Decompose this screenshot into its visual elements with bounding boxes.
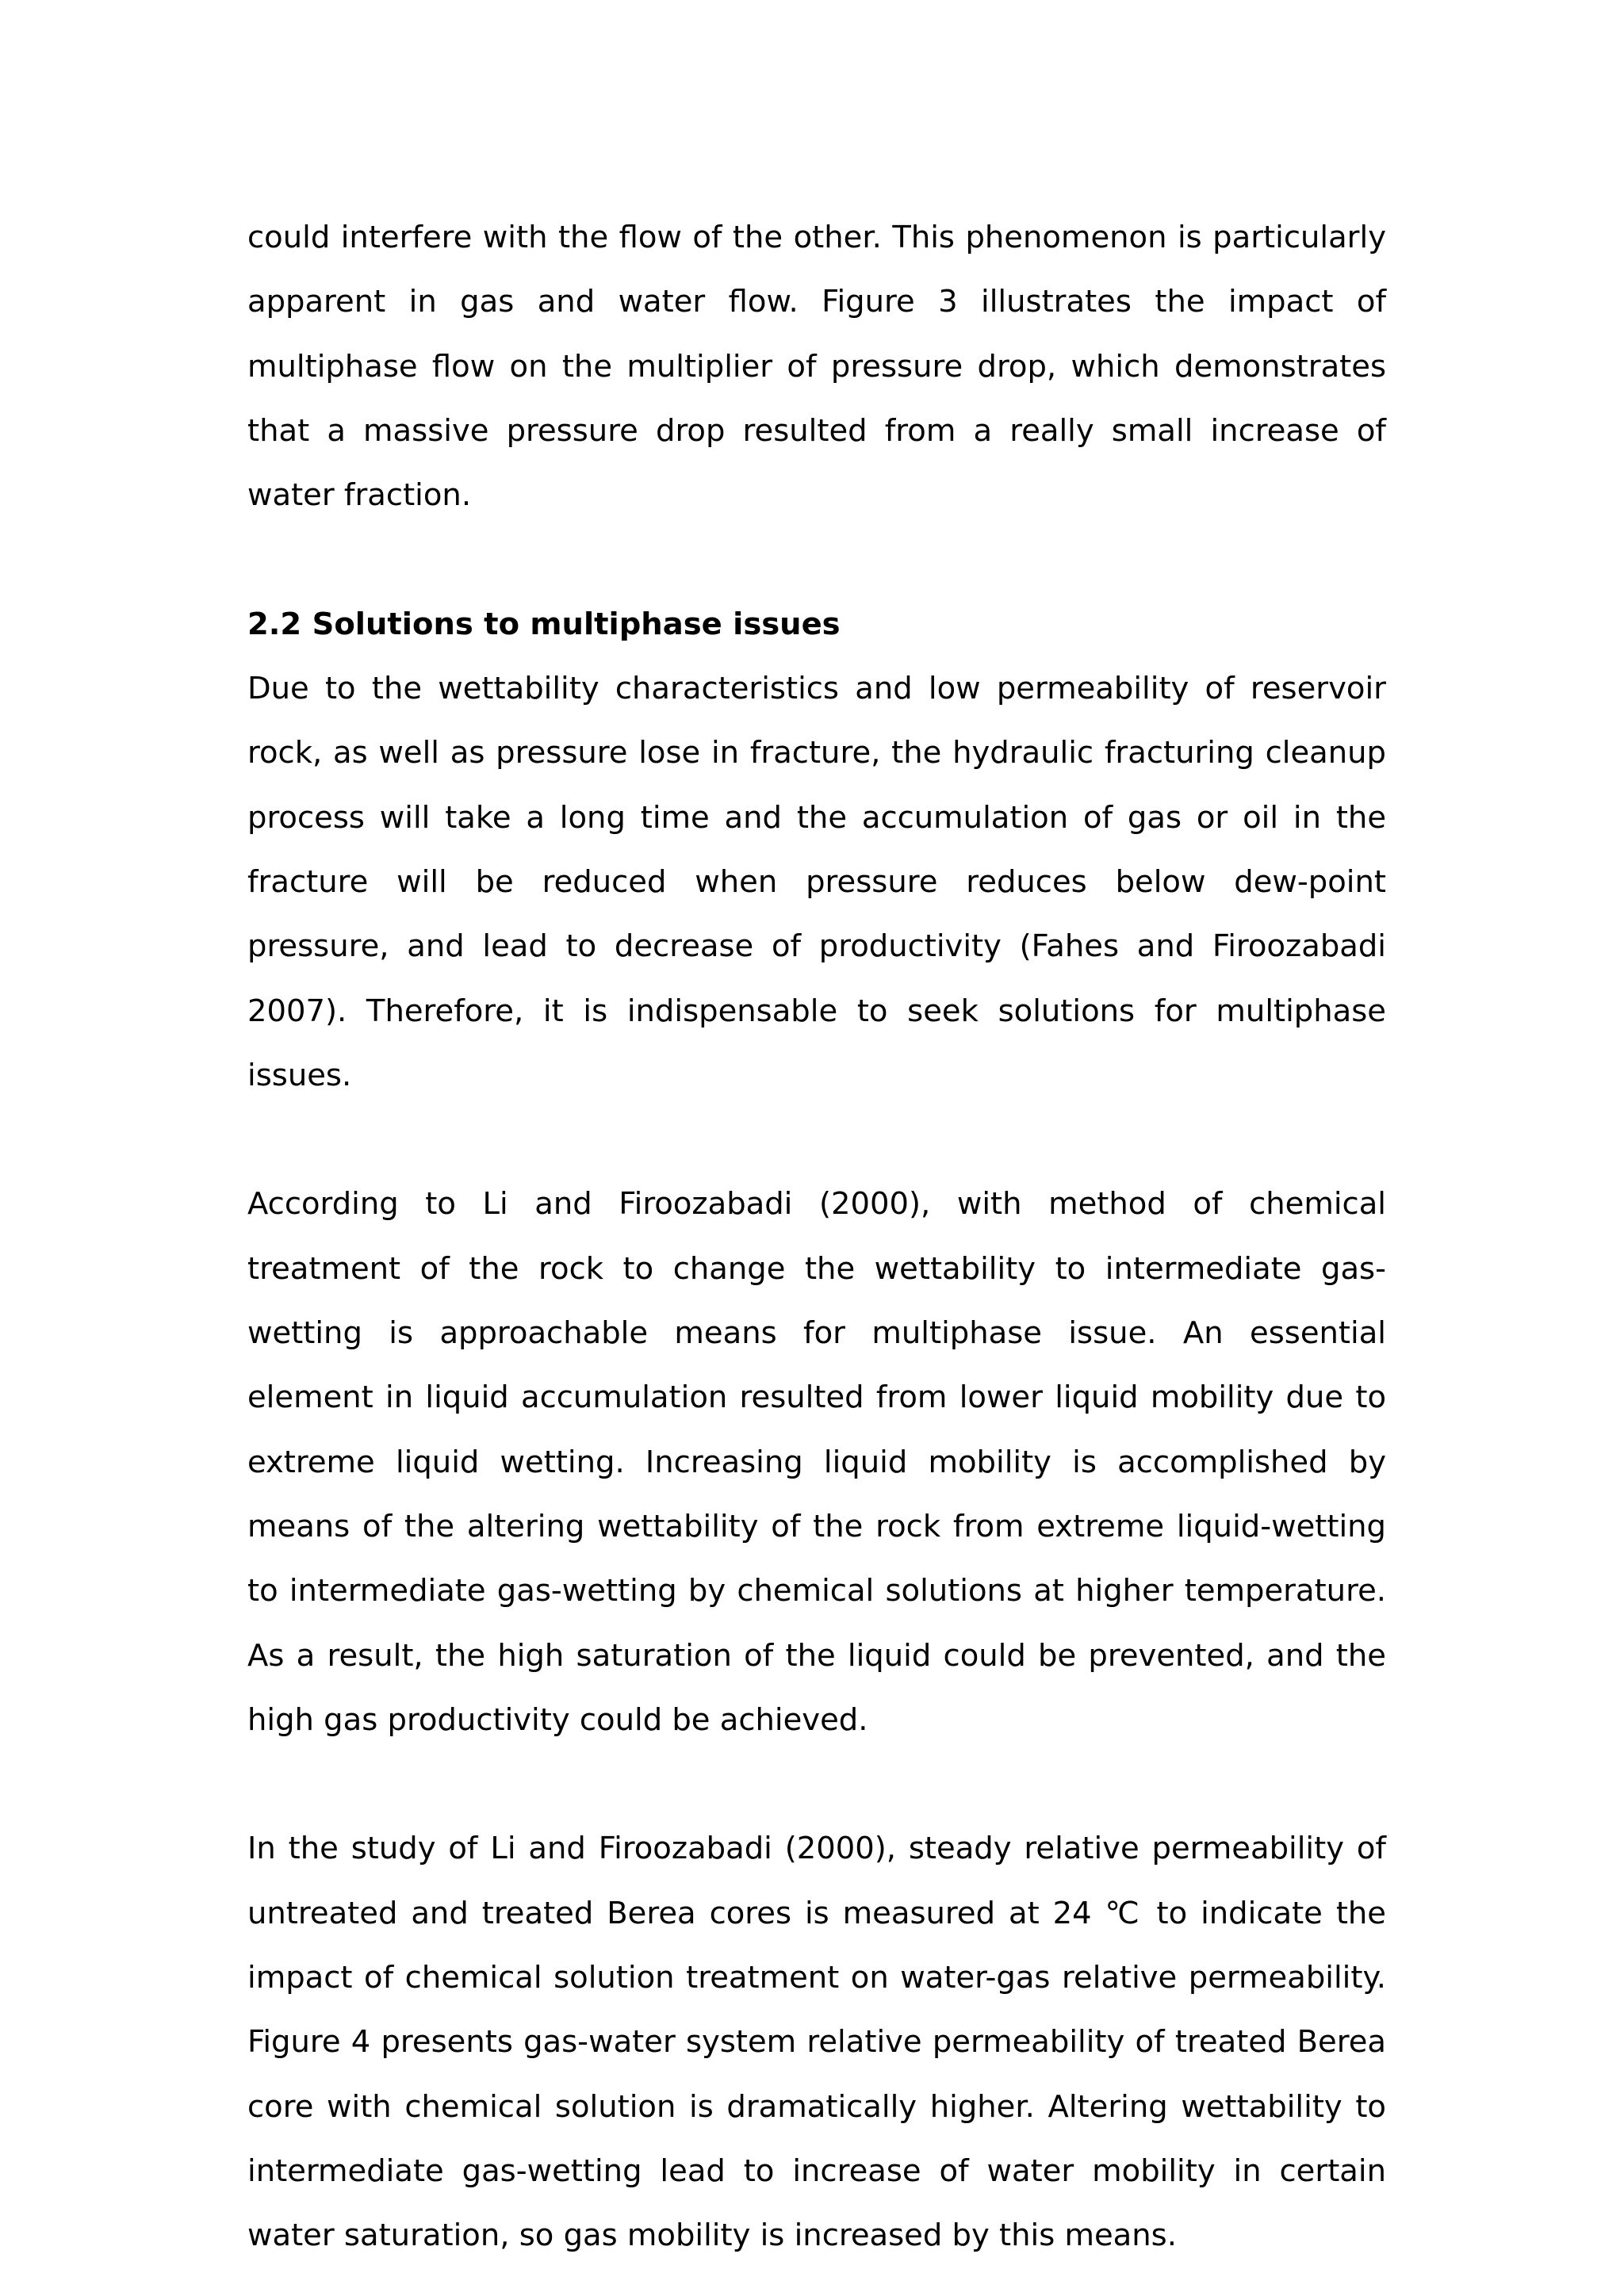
paragraph-gap	[247, 1752, 1386, 1816]
section-heading: 2.2 Solutions to multiphase issues	[247, 606, 841, 642]
document-page	[247, 205, 1386, 2268]
paragraph-continuation: could interfere with the flow of the other. This phenomenon is particularly apparent in gas and water flow. Figure 3 illustrates the impact of multiphase flow on the multiplier of pressure drop, which demonstrates that a massive pressure drop resulted from a really small increase of water fraction.	[247, 220, 1386, 514]
paragraph-wettability: Due to the wettability characteristics and low permeability of reservoir rock, as well as pressure lose in fracture, the hydraulic fracturing cleanup process will take a long time and the accumulation of gas or oil in the fracture will be reduced when pressure reduces below dew-point pressure, and lead to decrease of productivity (Fahes and Firoozabadi 2007). Therefore, it is indispensable to seek solutions for multiphase issues.	[247, 671, 1386, 1093]
paragraph-berea-study: In the study of Li and Firoozabadi (2000), steady relative permeability of untreated and treated Berea cores is measured at 24 ℃ to indicate the impact of chemical solution treatment on water-gas relative permeability. Figure 4 presents gas-water system relative permeability of treated Berea core with chemical solution is dramatically higher. Altering wettability to intermediate gas-wetting lead to increase of water mobility in certain water saturation, so gas mobility is increased by this means.	[247, 1831, 1386, 2254]
paragraph-gap	[247, 1108, 1386, 1172]
paragraph-gap	[247, 527, 1386, 591]
paragraph-chemical-treatment: According to Li and Firoozabadi (2000), with method of chemical treatment of the rock to change the wettability to intermediate gas-wetting is approachable means for multiphase issue. An essential element in liquid accumulation resulted from lower liquid mobility due to extreme liquid wetting. Increasing liquid mobility is accomplished by means of the altering wettability of the rock from extreme liquid-wetting to intermediate gas-wetting by chemical solutions at higher temperature. As a result, the high saturation of the liquid could be prevented, and the high gas productivity could be achieved.	[247, 1186, 1386, 1738]
